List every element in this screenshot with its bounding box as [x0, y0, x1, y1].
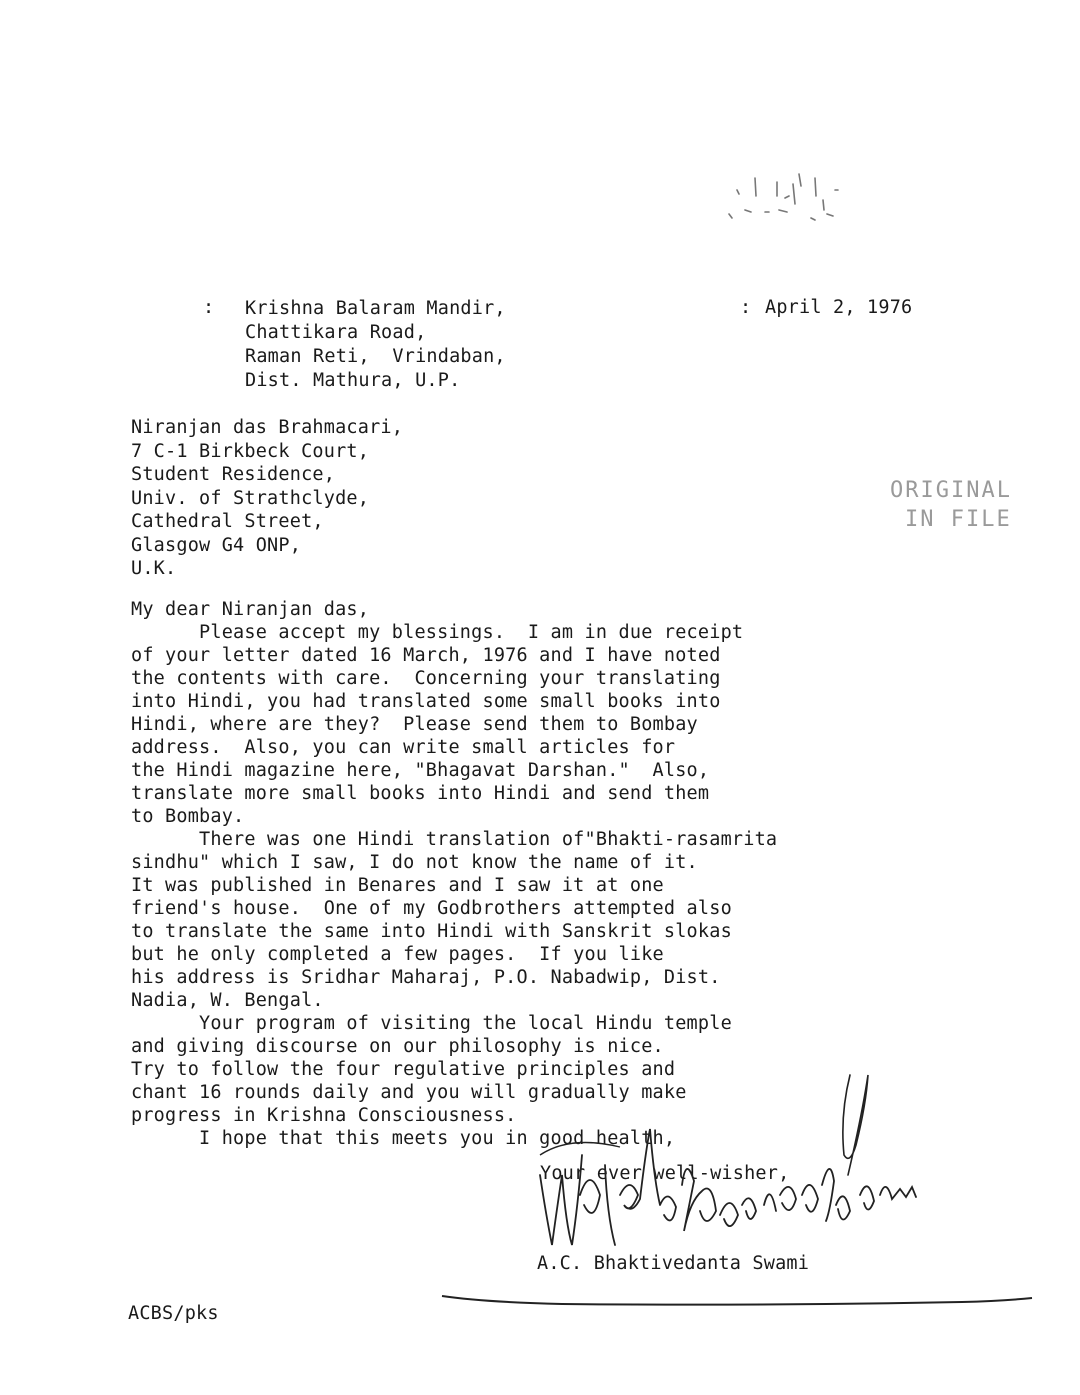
closing: Your ever well-wisher, [540, 1163, 790, 1184]
recipient-line-2: 7 C-1 Birkbeck Court, [131, 441, 370, 462]
body-line-22: progress in Krishna Consciousness. [131, 1105, 517, 1126]
body-line-6: address. Also, you can write small articles for [131, 737, 676, 758]
sender-address-line-3: Raman Reti, Vrindaban, [245, 346, 506, 367]
original-stamp-line-1: ORIGINAL [890, 478, 1012, 503]
sender-colon: : [203, 297, 215, 318]
body-line-11: sindhu" which I saw, I do not know the name of it. [131, 852, 698, 873]
body-line-21: chant 16 rounds daily and you will gradually make [131, 1082, 687, 1103]
letter-date: April 2, 1976 [765, 297, 913, 318]
signature-name: A.C. Bhaktivedanta Swami [537, 1253, 810, 1274]
body-line-7: the Hindi magazine here, "Bhagavat Darshan." Also, [131, 760, 710, 781]
recipient-line-4: Univ. of Strathclyde, [131, 488, 370, 509]
recipient-line-1: Niranjan das Brahmacari, [131, 417, 404, 438]
body-line-5: Hindi, where are they? Please send them to Bombay [131, 714, 698, 735]
top-scribble-mark [715, 170, 855, 250]
body-line-23: I hope that this meets you in good health, [131, 1128, 676, 1149]
bottom-rule [440, 1290, 1040, 1310]
body-line-4: into Hindi, you had translated some small books into [131, 691, 721, 712]
body-line-8: translate more small books into Hindi and send them [131, 783, 710, 804]
body-line-15: but he only completed a few pages. If you like [131, 944, 664, 965]
original-stamp-line-2: IN FILE [905, 507, 1012, 532]
handwritten-signature [510, 1065, 960, 1245]
body-line-9: to Bombay. [131, 806, 245, 827]
recipient-line-5: Cathedral Street, [131, 511, 324, 532]
salutation: My dear Niranjan das, [131, 599, 370, 620]
body-line-1: Please accept my blessings. I am in due receipt [131, 622, 744, 643]
body-line-16: his address is Sridhar Maharaj, P.O. Nabadwip, Dist. [131, 967, 721, 988]
sender-address-line-1: Krishna Balaram Mandir, [245, 298, 506, 319]
sender-address-line-4: Dist. Mathura, U.P. [245, 370, 461, 391]
body-line-17: Nadia, W. Bengal. [131, 990, 324, 1011]
body-line-12: It was published in Benares and I saw it at one [131, 875, 664, 896]
reference-initials: ACBS/pks [128, 1303, 219, 1324]
sender-address-line-2: Chattikara Road, [245, 322, 427, 343]
body-line-2: of your letter dated 16 March, 1976 and I have noted [131, 645, 721, 666]
body-line-19: and giving discourse on our philosophy is nice. [131, 1036, 664, 1057]
body-line-13: friend's house. One of my Godbrothers attempted also [131, 898, 732, 919]
body-line-18: Your program of visiting the local Hindu temple [131, 1013, 732, 1034]
body-line-20: Try to follow the four regulative principles and [131, 1059, 676, 1080]
body-line-3: the contents with care. Concerning your translating [131, 668, 721, 689]
recipient-line-3: Student Residence, [131, 464, 336, 485]
body-line-10: There was one Hindi translation of"Bhakti-rasamrita [131, 829, 778, 850]
body-line-14: to translate the same into Hindi with Sanskrit slokas [131, 921, 732, 942]
recipient-line-6: Glasgow G4 ONP, [131, 535, 302, 556]
recipient-line-7: U.K. [131, 558, 177, 579]
date-colon: : [740, 297, 752, 318]
